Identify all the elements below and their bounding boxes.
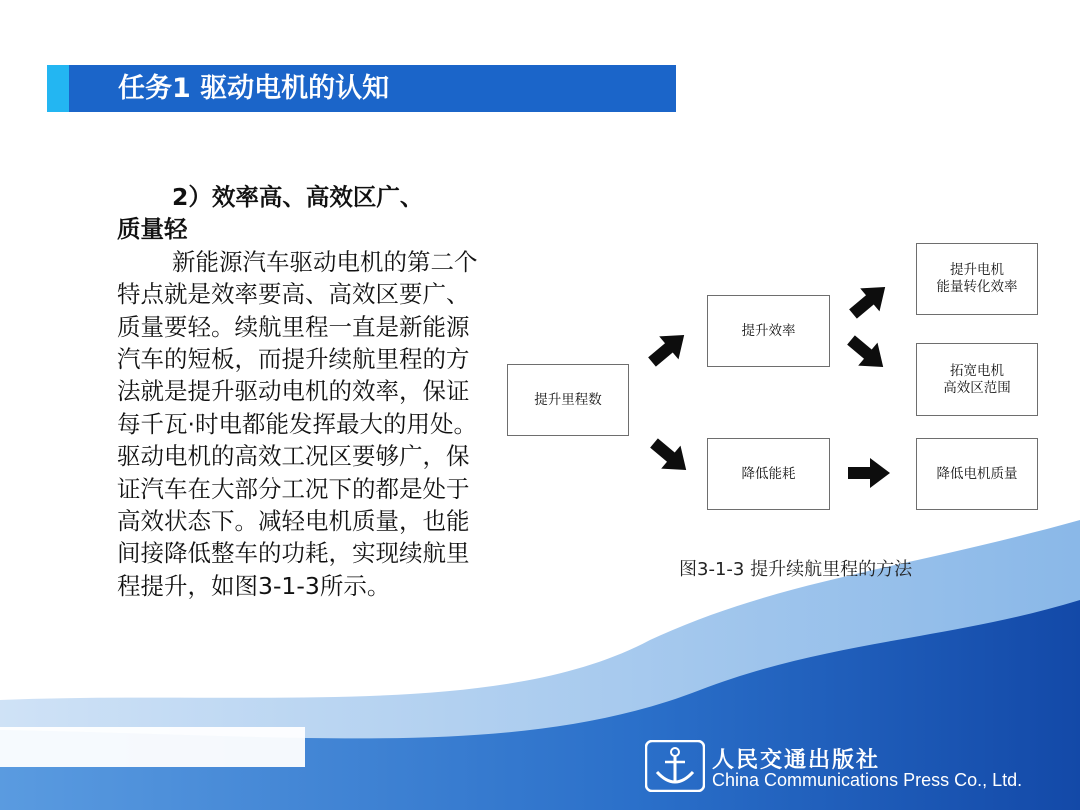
subheading: 2）效率高、高效区广、 质量轻: [117, 183, 424, 244]
page-title: 任务1 驱动电机的认知: [118, 73, 390, 104]
box-increase-range: 提升里程数: [507, 364, 629, 436]
anchor-logo-icon: [645, 740, 705, 792]
box-reduce-energy: 降低能耗: [707, 438, 830, 510]
body-paragraph: 新能源汽车驱动电机的第二个特点就是效率要高、高效区要广、质量要轻。续航里程一直是新能源汽车的短板，而提升续航里程的方法就是提升驱动电机的效率，保证每千瓦·时电都能发挥最大的用处。驱动电机的高效工况区要够广，保证汽车在大部分工况下的都是处于高效状态下。减轻电机质量，也能间接降低整车的功耗，实现续航里程提升，如图3-1-3所示。: [117, 247, 478, 600]
publisher-name-en: China Communications Press Co., Ltd.: [712, 770, 1023, 790]
title-accent: [47, 65, 69, 112]
box-conversion-efficiency: 提升电机 能量转化效率: [916, 243, 1038, 315]
box-reduce-mass: 降低电机质量: [916, 438, 1038, 510]
body-text: [117, 181, 492, 602]
figure-caption: 图3-1-3 提升续航里程的方法: [679, 559, 913, 580]
box-improve-efficiency: 提升效率: [707, 295, 830, 367]
publisher-name-cn: 人民交通出版社: [712, 747, 881, 773]
box-widen-range: 拓宽电机 高效区范围: [916, 343, 1038, 416]
